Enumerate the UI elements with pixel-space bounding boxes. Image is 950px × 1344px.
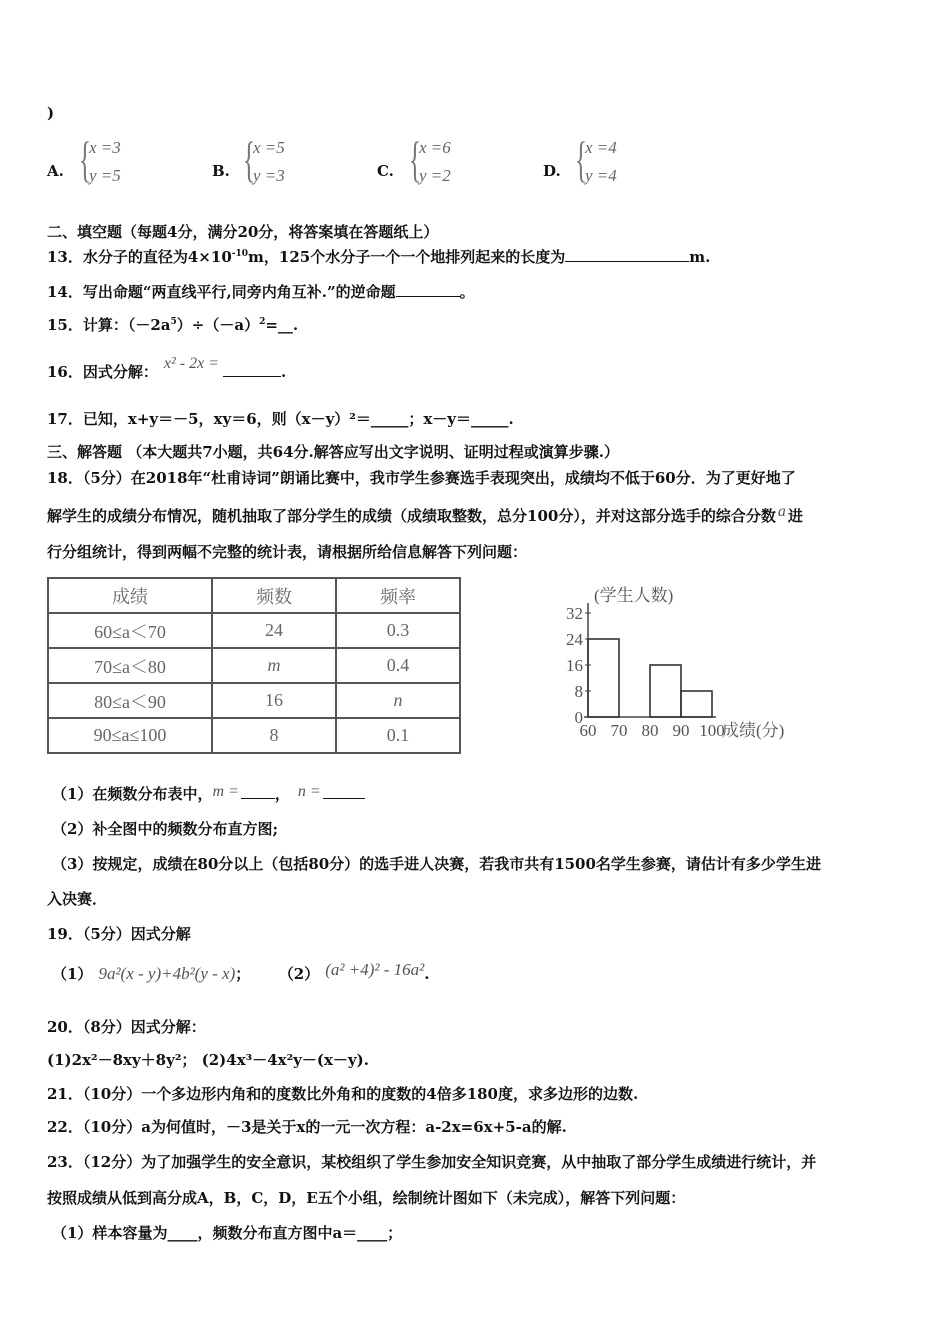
table-cell: 16	[212, 683, 336, 718]
question-20: 20．（8分）因式分解：	[47, 1018, 206, 1036]
table-cell: m	[212, 648, 336, 683]
question-15: 15．计算：$(-2a^5)\div(-a)^2=\_\_$.	[47, 316, 299, 334]
option-b-label[interactable]: B.	[212, 162, 230, 180]
table-cell: 60≤a＜70	[48, 613, 212, 648]
table-row	[48, 613, 460, 648]
x-tick-label: 100	[699, 721, 725, 740]
option-d-y: y =4	[585, 166, 617, 185]
answer-blank[interactable]	[241, 784, 275, 799]
option-b-y: y =3	[253, 166, 285, 185]
y-tick-label: 8	[574, 682, 583, 701]
y-tick-label: 32	[566, 604, 583, 623]
table-cell: 90≤a≤100	[48, 718, 212, 753]
option-a-y: y =5	[89, 166, 121, 185]
question-19: 19．（5分）因式分解	[47, 925, 191, 943]
question-17: 17．已知，x+y＝－5，xy＝6，则（x－y）²＝_____；x－y＝_____.	[47, 410, 514, 428]
table-cell: 24	[212, 613, 336, 648]
table-row	[48, 718, 460, 753]
table-cell: n	[336, 683, 460, 718]
answer-blank[interactable]	[565, 247, 689, 262]
question-18-line: 解学生的成绩分布情况，随机抽取了部分学生的成绩（成绩取整数，总分100分），并对这部分选手的综合分数 a 进	[47, 503, 803, 525]
table-cell: 80≤a＜90	[48, 683, 212, 718]
brace-icon: {	[575, 131, 587, 187]
option-c-y: y =2	[419, 166, 451, 185]
brace-icon: {	[409, 131, 421, 187]
option-d-x: x =4	[585, 138, 617, 157]
question-14: 14．写出命题“两直线平行,同旁内角互补.”的逆命题 。	[47, 283, 475, 301]
y-axis-label: (学生人数)	[594, 586, 674, 605]
y-tick-label: 24	[566, 630, 583, 649]
option-d-label[interactable]: D.	[543, 162, 561, 180]
section-heading: 三、解答题 （本大题共7小题，共64分.解答应写出文字说明、证明过程或演算步骤.）	[47, 443, 619, 461]
question-23-sub1: （1）样本容量为____，频数分布直方图中a＝____；	[52, 1224, 403, 1242]
x-tick-label: 90	[672, 721, 690, 740]
histogram-bar	[588, 639, 619, 717]
paren-close: )	[47, 104, 55, 122]
option-c-label[interactable]: C.	[377, 162, 394, 180]
table-cell: 70≤a＜80	[48, 648, 212, 683]
y-tick-label: 0	[574, 708, 583, 727]
table-row	[48, 683, 460, 718]
histogram-bar	[650, 665, 681, 717]
answer-blank[interactable]	[396, 282, 460, 297]
question-22: 22．（10分）a为何值时，－3是关于x的一元一次方程：a-2x=6x+5-a的解.	[47, 1118, 567, 1136]
options-row	[47, 131, 747, 196]
option-c-x: x =6	[419, 138, 451, 157]
histogram-bar	[681, 691, 712, 717]
table-cell: 8	[212, 718, 336, 753]
frequency-table	[47, 577, 461, 754]
table-cell: 0.4	[336, 648, 460, 683]
question-18-sub1: （1）在频数分布表中，m = ， n =	[52, 783, 365, 804]
brace-icon: {	[79, 131, 91, 187]
question-13: 13．水分子的直径为$4\times 10^{-10}m$，125个水分子一个一个地排列起来的长度为 m.	[47, 248, 711, 266]
table-header: 成绩	[48, 578, 212, 613]
question-23-line: 23．（12分）为了加强学生的安全意识，某校组织了学生参加安全知识竞赛，从中抽取了部分学生成绩进行统计，并	[47, 1153, 817, 1171]
histogram-chart	[530, 578, 830, 748]
question-20-parts: (1)2x²－8xy＋8y²； (2)4x³－4x²y－(x－y).	[47, 1051, 369, 1069]
table-cell: 0.1	[336, 718, 460, 753]
table-row	[48, 648, 460, 683]
x-axis-label: 成绩(分)	[722, 721, 785, 740]
table-header: 频数	[212, 578, 336, 613]
option-a-label[interactable]: A.	[47, 162, 64, 180]
table-header-row	[48, 578, 460, 613]
section-heading: 二、填空题（每题4分，满分20分，将答案填在答题纸上）	[47, 223, 439, 241]
question-18-sub3: （3）按规定，成绩在80分以上（包括80分）的选手进人决赛，若我市共有1500名学生参赛，请估计有多少学生进	[52, 855, 821, 873]
x-tick-label: 60	[579, 721, 597, 740]
question-18-sub2: （2）补全图中的频数分布直方图;	[52, 820, 278, 838]
brace-icon: {	[243, 131, 255, 187]
question-19-parts: （1） 9a²(x - y)+4b²(y - x)； （2） (a² +4)² - 16a².	[52, 960, 430, 983]
question-18-line: 18．（5分）在2018年“杜甫诗词”朗诵比赛中，我市学生参赛选手表现突出，成绩均不低于60分．为了更好地了	[47, 469, 796, 487]
question-18-sub3: 入决赛．	[47, 890, 108, 908]
x-tick-label: 80	[641, 721, 659, 740]
answer-blank[interactable]	[323, 784, 365, 799]
answer-blank[interactable]	[223, 362, 281, 377]
x-tick-label: 70	[610, 721, 628, 740]
table-cell: 0.3	[336, 613, 460, 648]
table-header: 频率	[336, 578, 460, 613]
question-21: 21．（10分）一个多边形内角和的度数比外角和的度数的4倍多180度，求多边形的边数.	[47, 1085, 639, 1103]
option-b-x: x =5	[253, 138, 285, 157]
option-a-x: x =3	[89, 138, 121, 157]
question-23-line: 按照成绩从低到高分成A，B，C，D，E五个小组，绘制统计图如下（未完成），解答下列问题：	[47, 1189, 686, 1207]
question-16: 16．因式分解： x² - 2x = .	[47, 355, 287, 381]
question-18-line: 行分组统计，得到两幅不完整的统计表，请根据所给信息解答下列问题：	[47, 543, 528, 561]
y-tick-label: 16	[566, 656, 583, 675]
